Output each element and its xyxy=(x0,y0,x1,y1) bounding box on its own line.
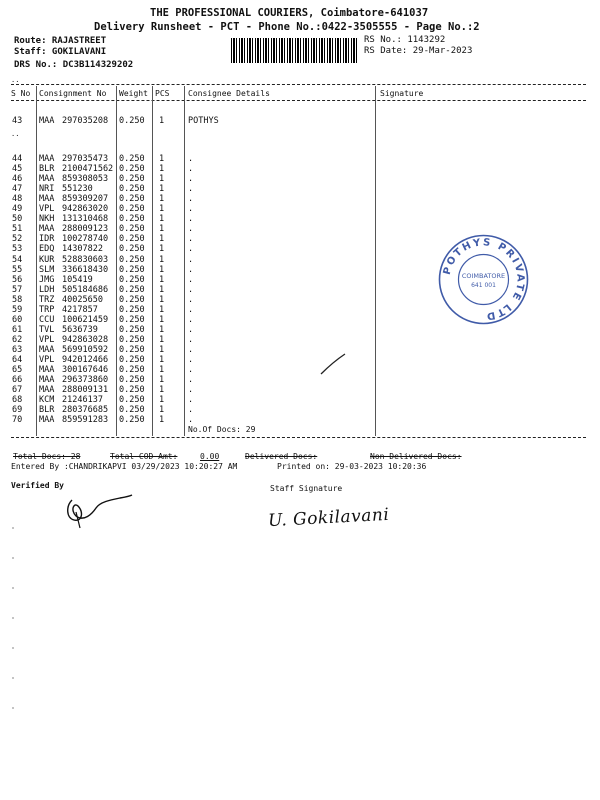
total-cod-label: Total COD Amt: xyxy=(110,452,178,461)
row-pcs: 1 xyxy=(159,304,165,315)
rule-dots: .. xyxy=(11,130,20,138)
verified-by-label: Verified By xyxy=(11,481,64,490)
barcode xyxy=(231,38,359,63)
row-consignee-mark: . xyxy=(188,154,194,164)
row-number: 4217857 xyxy=(62,304,98,315)
row-weight: 0.250 xyxy=(119,415,145,426)
table-row xyxy=(0,335,600,345)
row-consignee-mark: . xyxy=(188,344,194,355)
rule-dots: .. xyxy=(11,76,20,84)
row-pcs: 1 xyxy=(159,264,165,275)
row-consignee-mark: . xyxy=(188,174,194,185)
company-stamp xyxy=(436,232,531,327)
row-weight: 0.250 xyxy=(119,154,145,164)
row-pcs: 1 xyxy=(159,375,165,386)
table-row xyxy=(0,405,600,415)
row-pcs: 1 xyxy=(159,294,165,305)
row-weight: 0.250 xyxy=(119,314,145,325)
row-pcs: 1 xyxy=(159,284,165,295)
row-number: 100621459 xyxy=(62,314,109,325)
runsheet-subtitle: Delivery Runsheet - PCT - Phone No.:0422-3505555 - Page No.:2 xyxy=(94,21,480,33)
row-pcs: 1 xyxy=(159,244,165,255)
row-sno: 62 xyxy=(12,334,23,345)
row-pcs: 1 xyxy=(159,405,165,416)
row-prefix: MAA xyxy=(39,154,55,164)
row-number: 942863028 xyxy=(62,334,109,345)
row-weight: 0.250 xyxy=(119,264,145,275)
row-prefix: BLR xyxy=(39,405,55,416)
stamp-pin: 641 001 xyxy=(471,282,496,289)
row-weight: 0.250 xyxy=(119,116,145,126)
row-pcs: 1 xyxy=(159,395,165,406)
row-pcs: 1 xyxy=(159,194,165,205)
table-row xyxy=(0,415,600,425)
row-weight: 0.250 xyxy=(119,184,145,195)
table-row xyxy=(0,194,600,204)
row-weight: 0.250 xyxy=(119,224,145,235)
col-consignment: Consignment No xyxy=(39,89,107,98)
row-consignee-mark: . xyxy=(188,234,194,245)
row-sno: 47 xyxy=(12,184,23,195)
row-weight: 0.250 xyxy=(119,274,145,285)
row-sno: 61 xyxy=(12,324,23,335)
table-row xyxy=(0,174,600,184)
printed-on: Printed on: 29-03-2023 10:20:36 xyxy=(277,462,427,471)
row-prefix: IDR xyxy=(39,234,55,245)
row-pcs: 1 xyxy=(159,365,165,376)
table-row xyxy=(0,184,600,194)
row-prefix: NKH xyxy=(39,214,55,225)
row-weight: 0.250 xyxy=(119,344,145,355)
row-pcs: 1 xyxy=(159,184,165,195)
row-sno: 49 xyxy=(12,204,23,215)
row-pcs: 1 xyxy=(159,334,165,345)
row-number: 297035473 xyxy=(62,154,109,164)
row-pcs: 1 xyxy=(159,204,165,215)
row-sno: 58 xyxy=(12,294,23,305)
row-sno: 60 xyxy=(12,314,23,325)
row-number: 280376685 xyxy=(62,405,109,416)
row-consignee-mark: . xyxy=(188,294,194,305)
table-row xyxy=(0,345,600,355)
row-sno: 55 xyxy=(12,264,23,275)
row-prefix: NRI xyxy=(39,184,55,195)
col-pcs: PCS xyxy=(155,89,170,98)
row-pcs: 1 xyxy=(159,314,165,325)
row-consignee-mark: . xyxy=(188,274,194,285)
row-number: 942863020 xyxy=(62,204,109,215)
row-sno: 63 xyxy=(12,344,23,355)
col-sno: S No xyxy=(11,89,31,98)
row-prefix: MAA xyxy=(39,415,55,426)
row-consignee-mark: . xyxy=(188,405,194,416)
row-sno: 57 xyxy=(12,284,23,295)
row-number: 288009123 xyxy=(62,224,109,235)
row-consignee-mark: . xyxy=(188,204,194,215)
row-number: 131310468 xyxy=(62,214,109,225)
row-prefix: CCU xyxy=(39,314,55,325)
route-label: Route: RAJASTREET xyxy=(14,36,107,46)
row-sno: 68 xyxy=(12,395,23,406)
row-number: 528830603 xyxy=(62,254,109,265)
total-cod-value: 0.00 xyxy=(200,452,220,461)
row-sno: 56 xyxy=(12,274,23,285)
row-sno: 54 xyxy=(12,254,23,265)
table-row xyxy=(0,355,600,365)
row-weight: 0.250 xyxy=(119,174,145,185)
divider xyxy=(11,84,586,85)
row-weight: 0.250 xyxy=(119,194,145,205)
row-number: 21246137 xyxy=(62,395,103,406)
row-consignee-mark: . xyxy=(188,164,194,175)
row-sno: 53 xyxy=(12,244,23,255)
row-consignee-mark: . xyxy=(188,254,194,265)
row-prefix: JMG xyxy=(39,274,55,285)
row-prefix: MAA xyxy=(39,365,55,376)
row-sno: 48 xyxy=(12,194,23,205)
row-number: 859309207 xyxy=(62,194,109,205)
row-prefix: VPL xyxy=(39,334,55,345)
row-prefix: MAA xyxy=(39,116,55,126)
row-prefix: EDQ xyxy=(39,244,55,255)
row-pcs: 1 xyxy=(159,164,165,175)
non-delivered-docs: Non Delivered Docs: xyxy=(370,452,462,461)
row-sno: 46 xyxy=(12,174,23,185)
stamp-ring-text: POTHYS PRIVATE LTD xyxy=(441,237,526,322)
row-number: 859308053 xyxy=(62,174,109,185)
divider xyxy=(11,437,586,438)
row-pcs: 1 xyxy=(159,174,165,185)
stamp-city: COIMBATORE xyxy=(461,272,506,280)
row-pcs: 1 xyxy=(159,234,165,245)
col-signature: Signature xyxy=(380,89,424,98)
row-weight: 0.250 xyxy=(119,294,145,305)
row-sno: 50 xyxy=(12,214,23,225)
row-pcs: 1 xyxy=(159,415,165,426)
verified-signature xyxy=(60,492,135,532)
row-number: 505184686 xyxy=(62,284,109,295)
row-consignee-mark: . xyxy=(188,324,194,335)
row-prefix: TRP xyxy=(39,304,55,315)
row-prefix: BLR xyxy=(39,164,55,175)
table-row xyxy=(0,164,600,174)
row-consignee: POTHYS xyxy=(188,116,219,126)
row-consignee-mark: . xyxy=(188,314,194,325)
row-consignee-mark: . xyxy=(188,415,194,426)
row-weight: 0.250 xyxy=(119,355,145,365)
col-consignee: Consignee Details xyxy=(188,89,270,98)
row-prefix: KUR xyxy=(39,254,55,265)
row-weight: 0.250 xyxy=(119,164,145,175)
row-sno: 59 xyxy=(12,304,23,315)
row-pcs: 1 xyxy=(159,274,165,285)
row-number: 297035208 xyxy=(62,116,109,126)
row-consignee-mark: . xyxy=(188,385,194,396)
row-weight: 0.250 xyxy=(119,405,145,416)
row-number: 100278740 xyxy=(62,234,109,245)
row-sno: 43 xyxy=(12,116,23,126)
row-number: 40025650 xyxy=(62,294,103,305)
company-title: THE PROFESSIONAL COURIERS, Coimbatore-641037 xyxy=(150,7,429,19)
row-consignee-mark: . xyxy=(188,375,194,386)
row-consignee-mark: . xyxy=(188,284,194,295)
row-number: 942012466 xyxy=(62,355,109,365)
row-number: 105419 xyxy=(62,274,93,285)
row-consignee-mark: . xyxy=(188,355,194,365)
row-number: 859591283 xyxy=(62,415,109,426)
row-number: 5636739 xyxy=(62,324,98,335)
table-row xyxy=(0,116,600,126)
row-number: 569910592 xyxy=(62,344,109,355)
row-weight: 0.250 xyxy=(119,395,145,406)
row-sno: 44 xyxy=(12,154,23,164)
row-pcs: 1 xyxy=(159,224,165,235)
row-consignee-mark: . xyxy=(188,304,194,315)
row-pcs: 1 xyxy=(159,154,165,164)
row-prefix: SLM xyxy=(39,264,55,275)
row-weight: 0.250 xyxy=(119,365,145,376)
row-prefix: LDH xyxy=(39,284,55,295)
row-number: 288009131 xyxy=(62,385,109,396)
row-weight: 0.250 xyxy=(119,375,145,386)
row-weight: 0.250 xyxy=(119,334,145,345)
row-sno: 69 xyxy=(12,405,23,416)
pen-mark xyxy=(318,352,348,377)
no-of-docs: No.Of Docs: 29 xyxy=(188,425,256,434)
row-sno: 51 xyxy=(12,224,23,235)
row-consignee-mark: . xyxy=(188,224,194,235)
table-row xyxy=(0,365,600,375)
row-pcs: 1 xyxy=(159,324,165,335)
staff-label: Staff: GOKILAVANI xyxy=(14,47,107,57)
table-row xyxy=(0,375,600,385)
row-number: 296373860 xyxy=(62,375,109,386)
row-pcs: 1 xyxy=(159,385,165,396)
entered-by: Entered By :CHANDRIKAPVI 03/29/2023 10:20:27 AM xyxy=(11,462,238,471)
row-weight: 0.250 xyxy=(119,244,145,255)
row-weight: 0.250 xyxy=(119,385,145,396)
row-sno: 67 xyxy=(12,385,23,396)
row-weight: 0.250 xyxy=(119,234,145,245)
row-prefix: MAA xyxy=(39,344,55,355)
row-prefix: TRZ xyxy=(39,294,55,305)
row-sno: 64 xyxy=(12,355,23,365)
staff-signature-label: Staff Signature xyxy=(270,484,343,493)
row-number: 336618430 xyxy=(62,264,109,275)
row-weight: 0.250 xyxy=(119,214,145,225)
row-weight: 0.250 xyxy=(119,284,145,295)
table-row xyxy=(0,204,600,214)
row-sno: 45 xyxy=(12,164,23,175)
row-prefix: MAA xyxy=(39,194,55,205)
row-pcs: 1 xyxy=(159,214,165,225)
row-pcs: 1 xyxy=(159,116,165,126)
rs-date: RS Date: 29-Mar-2023 xyxy=(364,46,473,56)
row-weight: 0.250 xyxy=(119,324,145,335)
row-consignee-mark: . xyxy=(188,184,194,195)
row-prefix: VPL xyxy=(39,204,55,215)
row-weight: 0.250 xyxy=(119,254,145,265)
table-row xyxy=(0,385,600,395)
row-prefix: TVL xyxy=(39,324,55,335)
staff-signature: U. Gokilavani xyxy=(267,504,390,532)
row-prefix: MAA xyxy=(39,375,55,386)
row-weight: 0.250 xyxy=(119,204,145,215)
table-row xyxy=(0,214,600,224)
row-consignee-mark: . xyxy=(188,395,194,406)
rs-number: RS No.: 1143292 xyxy=(364,35,446,45)
row-sno: 65 xyxy=(12,365,23,376)
row-pcs: 1 xyxy=(159,355,165,365)
divider xyxy=(11,100,586,101)
row-consignee-mark: . xyxy=(188,264,194,275)
row-pcs: 1 xyxy=(159,344,165,355)
row-weight: 0.250 xyxy=(119,304,145,315)
row-prefix: MAA xyxy=(39,224,55,235)
row-prefix: VPL xyxy=(39,355,55,365)
total-docs: Total Docs: 28 xyxy=(13,452,81,461)
row-consignee-mark: . xyxy=(188,334,194,345)
drs-number: DRS No.: DC3B114329202 xyxy=(14,60,134,70)
table-row xyxy=(0,154,600,164)
row-sno: 66 xyxy=(12,375,23,386)
row-consignee-mark: . xyxy=(188,365,194,376)
row-prefix: MAA xyxy=(39,174,55,185)
row-consignee-mark: . xyxy=(188,214,194,225)
row-pcs: 1 xyxy=(159,254,165,265)
row-number: 300167646 xyxy=(62,365,109,376)
row-consignee-mark: . xyxy=(188,194,194,205)
row-prefix: MAA xyxy=(39,385,55,396)
row-sno: 52 xyxy=(12,234,23,245)
delivered-docs: Delivered Docs: xyxy=(245,452,318,461)
col-weight: Weight xyxy=(119,89,148,98)
table-row xyxy=(0,395,600,405)
row-prefix: KCM xyxy=(39,395,55,406)
row-number: 551230 xyxy=(62,184,93,195)
row-number: 2100471562 xyxy=(62,164,114,175)
row-number: 14307822 xyxy=(62,244,103,255)
row-consignee-mark: . xyxy=(188,244,194,255)
row-sno: 70 xyxy=(12,415,23,426)
